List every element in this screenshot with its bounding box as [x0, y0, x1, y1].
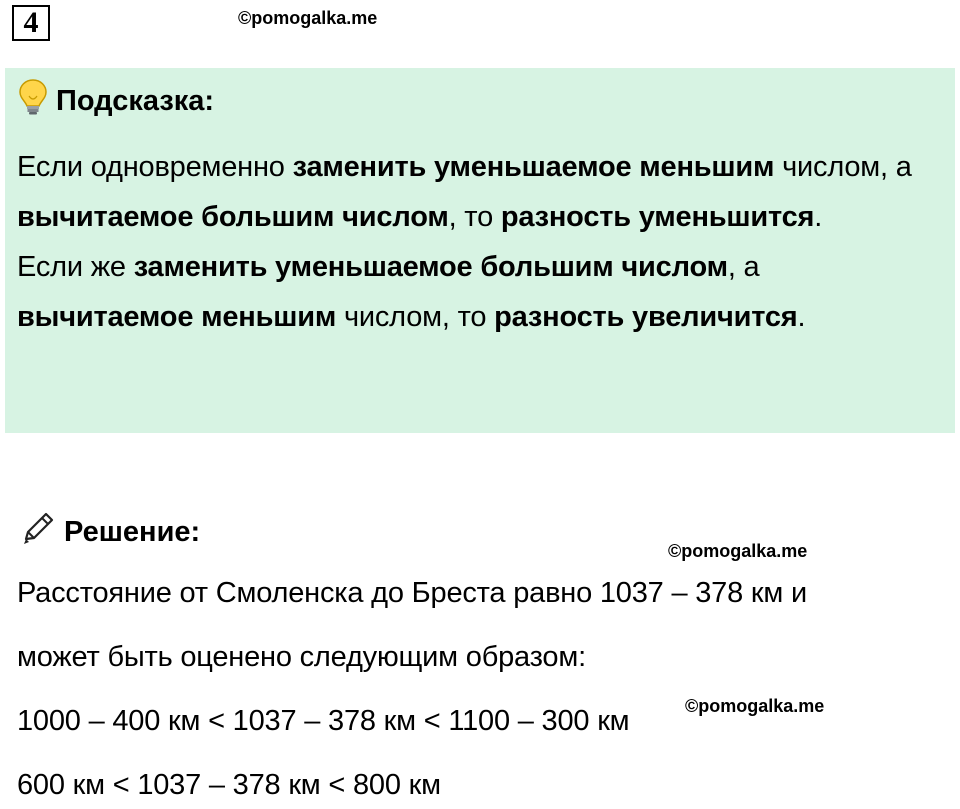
hint-header — [18, 78, 214, 124]
solution-header — [18, 508, 200, 556]
solution-line-1: Расстояние от Смоленска до Бреста равно 1037 – 378 км и — [17, 577, 807, 609]
task-number: 4 — [12, 5, 50, 41]
solution-title: Решение: — [64, 515, 201, 548]
hint-title: Подсказка: — [56, 84, 215, 117]
solution-line-3: 1000 – 400 км < 1037 – 378 км < 1100 – 300 км — [17, 705, 630, 737]
solution-line-2: может быть оценено следующим образом: — [17, 641, 586, 673]
watermark-top: ©pomogalka.me — [238, 8, 378, 28]
watermark-bottom: ©pomogalka.me — [685, 696, 825, 716]
hint-text — [17, 142, 937, 342]
lightbulb-icon — [18, 78, 48, 124]
hint-paragraph-1: Если одновременно заменить уменьшаемое меньшим числом, а вычитаемое большим числом, то разность уменьшится. — [17, 151, 912, 233]
watermark-middle: ©pomogalka.me — [668, 541, 808, 561]
pencil-icon — [18, 508, 58, 556]
hint-paragraph-2: Если же заменить уменьшаемое большим числом, а вычитаемое меньшим числом, то разность увеличится. — [17, 251, 806, 333]
solution-line-4: 600 км < 1037 – 378 км < 800 км — [17, 769, 441, 801]
